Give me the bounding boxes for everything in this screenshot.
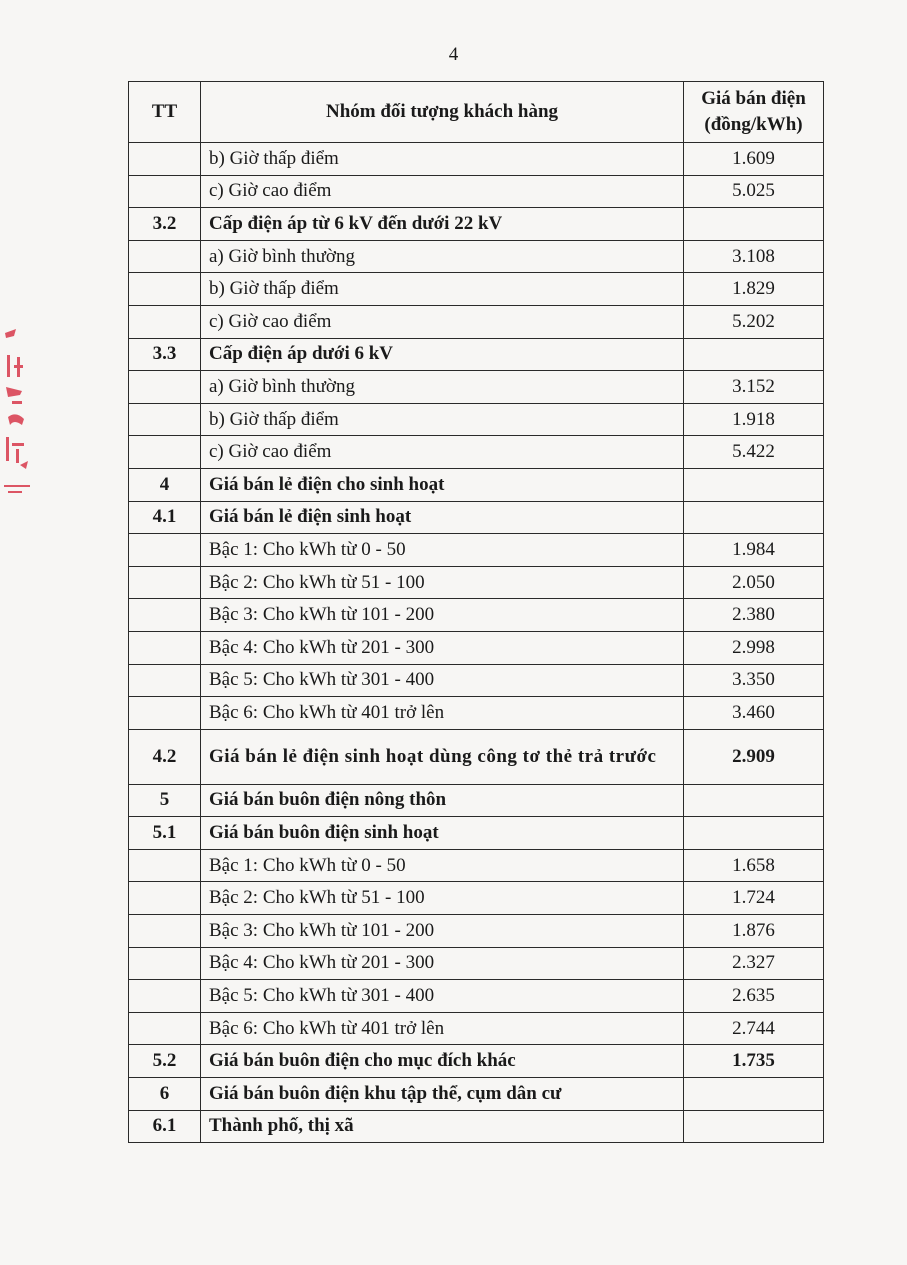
row-price: 3.350 (684, 664, 824, 697)
row-description: Bậc 6: Cho kWh từ 401 trở lên (201, 1012, 684, 1045)
table-row (129, 371, 824, 404)
row-description: b) Giờ thấp điểm (201, 403, 684, 436)
row-tt (129, 849, 201, 882)
header-customer-group: Nhóm đối tượng khách hàng (201, 82, 684, 143)
electricity-price-table (128, 81, 824, 1143)
table-row (129, 1110, 824, 1143)
table-header-row (129, 82, 824, 143)
row-tt (129, 915, 201, 948)
row-tt (129, 566, 201, 599)
row-tt (129, 1012, 201, 1045)
row-tt (129, 980, 201, 1013)
row-price (684, 817, 824, 850)
row-description: Bậc 2: Cho kWh từ 51 - 100 (201, 566, 684, 599)
table-row (129, 273, 824, 306)
row-tt: 3.3 (129, 338, 201, 371)
header-tt: TT (129, 82, 201, 143)
row-description: a) Giờ bình thường (201, 240, 684, 273)
row-description: Giá bán buôn điện sinh hoạt (201, 817, 684, 850)
row-tt (129, 273, 201, 306)
row-tt: 4.2 (129, 729, 201, 784)
row-price: 1.876 (684, 915, 824, 948)
row-price: 5.025 (684, 175, 824, 208)
row-description: Bậc 4: Cho kWh từ 201 - 300 (201, 631, 684, 664)
row-price (684, 1078, 824, 1111)
row-description: Giá bán lẻ điện cho sinh hoạt (201, 468, 684, 501)
row-price: 5.202 (684, 305, 824, 338)
row-description: Bậc 4: Cho kWh từ 201 - 300 (201, 947, 684, 980)
table-row (129, 882, 824, 915)
table-row (129, 599, 824, 632)
row-tt (129, 534, 201, 567)
row-tt (129, 631, 201, 664)
row-description: c) Giờ cao điểm (201, 436, 684, 469)
row-price: 3.152 (684, 371, 824, 404)
row-description: b) Giờ thấp điểm (201, 143, 684, 176)
table-row (129, 631, 824, 664)
row-tt (129, 947, 201, 980)
table-row (129, 947, 824, 980)
row-description: Giá bán buôn điện cho mục đích khác (201, 1045, 684, 1078)
row-price: 2.380 (684, 599, 824, 632)
row-description: Cấp điện áp từ 6 kV đến dưới 22 kV (201, 208, 684, 241)
row-price (684, 468, 824, 501)
row-price: 1.735 (684, 1045, 824, 1078)
row-tt (129, 664, 201, 697)
header-price (684, 82, 824, 143)
table-row (129, 534, 824, 567)
row-tt: 5 (129, 784, 201, 817)
table-row (129, 175, 824, 208)
row-tt (129, 436, 201, 469)
table-row (129, 915, 824, 948)
table-row (129, 208, 824, 241)
row-description: Giá bán buôn điện khu tập thể, cụm dân cư (201, 1078, 684, 1111)
row-tt (129, 305, 201, 338)
row-tt: 4.1 (129, 501, 201, 534)
row-description: Giá bán lẻ điện sinh hoạt (201, 501, 684, 534)
row-description: Bậc 1: Cho kWh từ 0 - 50 (201, 849, 684, 882)
row-price: 5.422 (684, 436, 824, 469)
row-price (684, 338, 824, 371)
row-description: a) Giờ bình thường (201, 371, 684, 404)
table-row (129, 338, 824, 371)
row-price: 2.635 (684, 980, 824, 1013)
row-description: Bậc 3: Cho kWh từ 101 - 200 (201, 599, 684, 632)
row-price: 2.050 (684, 566, 824, 599)
row-description: Bậc 6: Cho kWh từ 401 trở lên (201, 697, 684, 730)
table-row (129, 436, 824, 469)
table-row (129, 566, 824, 599)
row-tt: 4 (129, 468, 201, 501)
row-tt: 3.2 (129, 208, 201, 241)
row-tt (129, 240, 201, 273)
row-price: 1.609 (684, 143, 824, 176)
row-price: 2.998 (684, 631, 824, 664)
row-description: Giá bán lẻ điện sinh hoạt dùng công tơ thẻ trả trước (201, 729, 684, 784)
row-description: Giá bán buôn điện nông thôn (201, 784, 684, 817)
row-description: Bậc 2: Cho kWh từ 51 - 100 (201, 882, 684, 915)
row-price (684, 1110, 824, 1143)
row-price: 2.744 (684, 1012, 824, 1045)
row-tt (129, 882, 201, 915)
row-tt (129, 403, 201, 436)
row-price: 1.984 (684, 534, 824, 567)
row-tt: 5.2 (129, 1045, 201, 1078)
row-description: Bậc 5: Cho kWh từ 301 - 400 (201, 664, 684, 697)
row-tt: 6 (129, 1078, 201, 1111)
red-stamp-fragment (2, 325, 32, 500)
row-description: Cấp điện áp dưới 6 kV (201, 338, 684, 371)
row-tt: 5.1 (129, 817, 201, 850)
row-price (684, 208, 824, 241)
table-row (129, 849, 824, 882)
table-row (129, 729, 824, 784)
row-description: c) Giờ cao điểm (201, 175, 684, 208)
row-price: 1.829 (684, 273, 824, 306)
header-price-line2: (đồng/kWh) (704, 114, 803, 135)
table-row (129, 468, 824, 501)
row-price: 2.327 (684, 947, 824, 980)
header-price-line1: Giá bán điện (701, 88, 806, 109)
row-price: 3.108 (684, 240, 824, 273)
table-row (129, 697, 824, 730)
table-row (129, 1045, 824, 1078)
table-row (129, 143, 824, 176)
row-tt (129, 697, 201, 730)
row-price: 1.724 (684, 882, 824, 915)
row-price: 1.918 (684, 403, 824, 436)
row-price: 2.909 (684, 729, 824, 784)
row-description: Bậc 5: Cho kWh từ 301 - 400 (201, 980, 684, 1013)
row-tt (129, 175, 201, 208)
page-number: 4 (448, 44, 459, 65)
row-description: Bậc 1: Cho kWh từ 0 - 50 (201, 534, 684, 567)
table-row (129, 1012, 824, 1045)
table-row (129, 980, 824, 1013)
table-row (129, 501, 824, 534)
row-tt (129, 599, 201, 632)
row-tt (129, 143, 201, 176)
row-description: c) Giờ cao điểm (201, 305, 684, 338)
table-row (129, 784, 824, 817)
table-row (129, 664, 824, 697)
table-row (129, 403, 824, 436)
table-row (129, 305, 824, 338)
row-description: b) Giờ thấp điểm (201, 273, 684, 306)
row-price: 1.658 (684, 849, 824, 882)
row-price (684, 784, 824, 817)
table-row (129, 817, 824, 850)
row-description: Bậc 3: Cho kWh từ 101 - 200 (201, 915, 684, 948)
row-description: Thành phố, thị xã (201, 1110, 684, 1143)
row-price (684, 501, 824, 534)
row-tt: 6.1 (129, 1110, 201, 1143)
table-row (129, 1078, 824, 1111)
row-tt (129, 371, 201, 404)
row-price: 3.460 (684, 697, 824, 730)
table-row (129, 240, 824, 273)
